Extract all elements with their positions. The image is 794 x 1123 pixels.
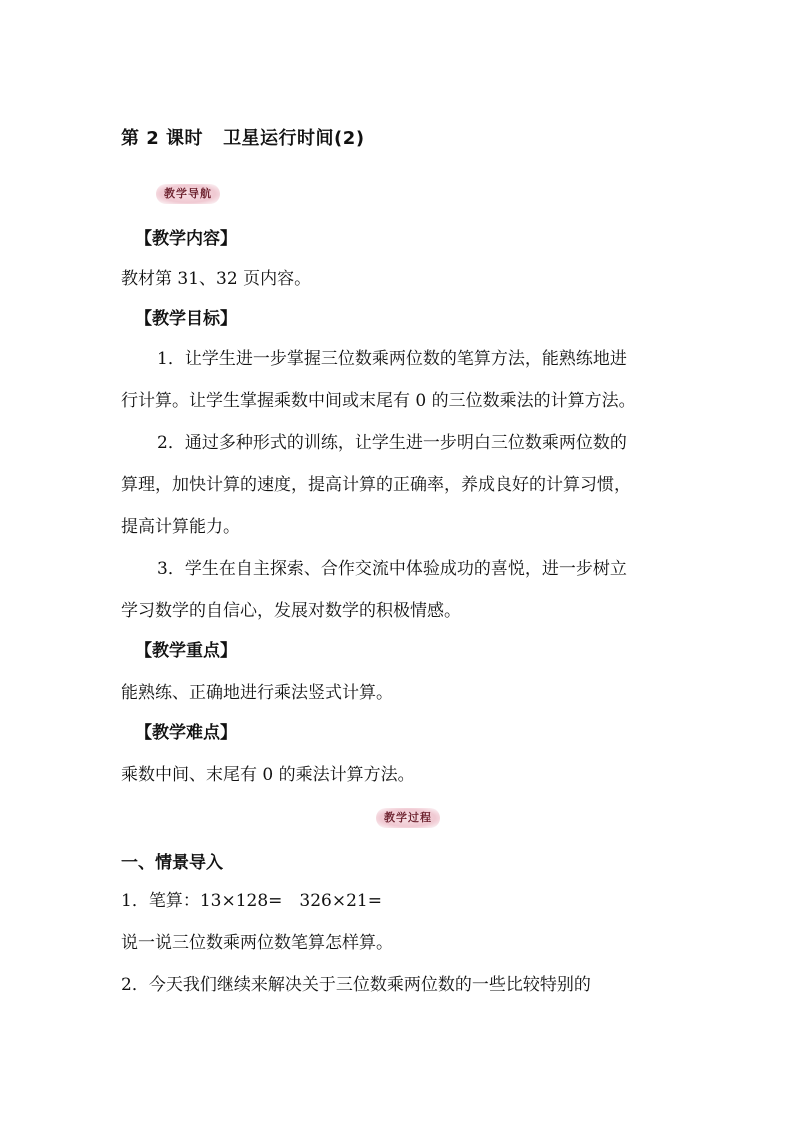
goal-3-line-1: 3．学生在自主探索、合作交流中体验成功的喜悦，进一步树立 [157,559,627,579]
goal-3-line-2: 学习数学的自信心，发展对数学的积极情感。 [121,601,461,621]
teaching-nav-badge: 教学导航 [156,184,220,204]
teaching-process-badge: 教学过程 [376,808,440,828]
lesson-number: 第 2 课时 [121,128,204,149]
key-text: 能熟练、正确地进行乘法竖式计算。 [121,683,393,703]
goal-2-line-3: 提高计算能力。 [121,517,240,537]
goal-1-line-1: 1．让学生进一步掌握三位数乘两位数的笔算方法，能熟练地进 [157,349,627,369]
content-heading: 【教学内容】 [135,229,237,249]
difficulty-heading: 【教学难点】 [135,723,237,743]
difficulty-text: 乘数中间、末尾有 0 的乘法计算方法。 [121,765,415,785]
goals-heading: 【教学目标】 [135,309,237,329]
lesson-title [121,124,365,150]
lesson-topic: 卫星运行时间(2) [223,128,365,149]
goal-1-line-2: 行计算。让学生掌握乘数中间或末尾有 0 的三位数乘法的计算方法。 [121,391,636,411]
process-item-1: 1．笔算：13×128= 326×21= [121,891,382,911]
goal-2-line-1: 2．通过多种形式的训练，让学生进一步明白三位数乘两位数的 [157,433,627,453]
process-item-2: 2．今天我们继续来解决关于三位数乘两位数的一些比较特别的 [121,975,591,995]
process-item-1-note: 说一说三位数乘两位数笔算怎样算。 [121,933,393,953]
key-heading: 【教学重点】 [135,641,237,661]
section-heading-intro: 一、情景导入 [121,853,223,873]
goal-2-line-2: 算理，加快计算的速度，提高计算的正确率，养成良好的计算习惯， [121,475,631,495]
content-text: 教材第 31、32 页内容。 [121,269,312,289]
